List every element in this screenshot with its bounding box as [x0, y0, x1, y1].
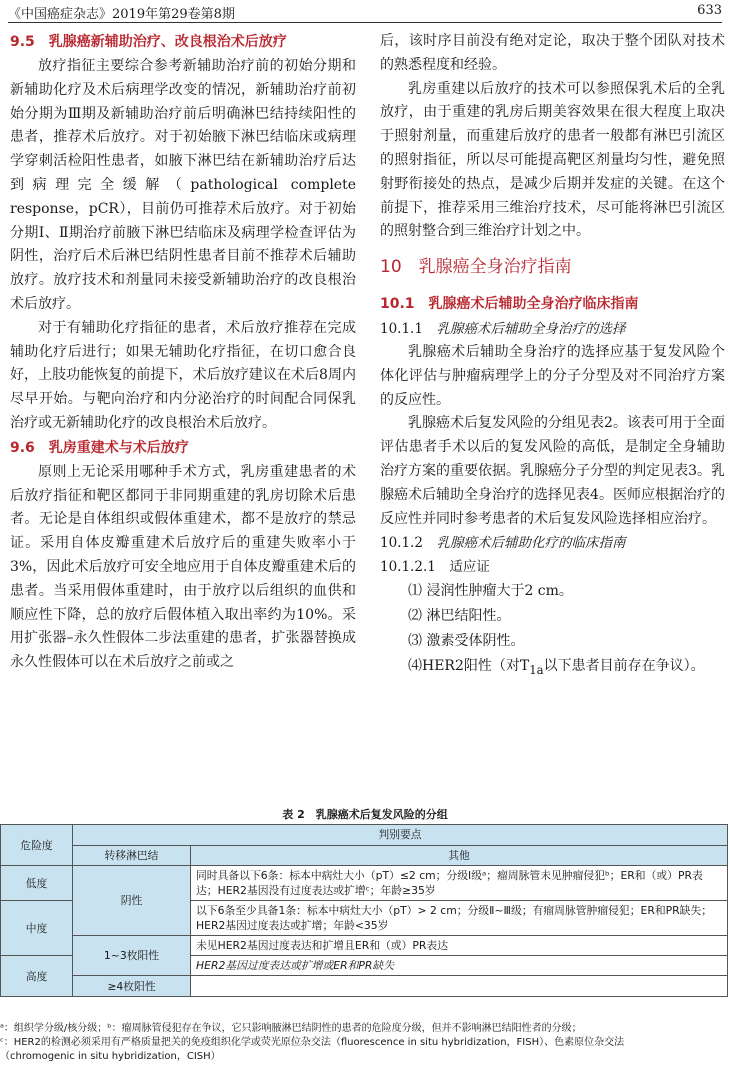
paragraph: 原则上无论采用哪种手术方式，乳房重建患者的术后放疗指征和靶区都同于非同期重建的乳房切除术后患者。无论是自体组织或假体重建术，都不是放疗的禁忌证。采用自体皮瓣重建术后放疗后的重建失败率小于3%，因此术后放疗可安全地应用于自体皮瓣重建术后的患者。当采用假体重建时，由于放疗以后组织的血供和顺应性下降，总的放疗后假体植入取出率约为10%。采用扩张器–永久性假体二步法重建的患者，扩张器替换成永久性假体可以在术后放疗之前或之	[10, 463, 356, 671]
paragraph: 后，该时序目前没有绝对定论，取决于整个团队对技术的熟悉程度和经验。	[380, 33, 725, 73]
list-item: ⑵ 淋巴结阳性。	[408, 608, 511, 625]
header-other: 其他	[191, 845, 728, 866]
node-4-plus: ≥4枚阳性	[73, 976, 191, 997]
risk-high: 高度	[1, 956, 73, 997]
footnote: ᵃ：组织学分级/核分级；ᵇ：瘤周脉管侵犯存在争议，它只影响腋淋巴结阴性的患者的危险度分级，但并不影响淋巴结阳性者的分级；	[0, 1023, 582, 1034]
table-row	[1, 936, 728, 956]
section-10-1-1-heading	[380, 317, 725, 341]
header-risk: 危险度	[1, 825, 73, 866]
paragraph: 对于有辅助化疗指征的患者，术后放疗推荐在完成辅助化疗后进行；如果无辅助化疗指征，在切口愈合良好，上肢功能恢复的前提下，术后放疗建议在术后8周内尽早开始。与靶向治疗和内分泌治疗的时间配合同保乳治疗或无新辅助化疗的改良根治术后放疗。	[10, 319, 356, 431]
paragraph: 乳腺癌术后辅助全身治疗的选择应基于复发风险个体化评估与肿瘤病理学上的分子分型及对不同治疗方案的反应性。	[380, 343, 725, 408]
table-row	[1, 866, 728, 901]
section-10-1-1-title: 乳腺癌术后辅助全身治疗的选择	[436, 320, 626, 337]
mid-criteria-2: 未见HER2基因过度表达和扩增且ER和（或）PR表达	[191, 936, 728, 956]
journal-title: 《中国癌症杂志》2019年第29卷第8期	[8, 7, 235, 22]
node-negative: 阴性	[73, 866, 191, 936]
low-criteria: 同时具备以下6条：标本中病灶大小（pT）≤2 cm；分级Ⅰ级ᵃ；瘤周脉管未见肿瘤侵犯ᵇ；ER和（或）PR表达；HER2基因没有过度表达或扩增ᶜ；年龄≥35岁	[191, 866, 728, 901]
high-criteria-1: HER2基因过度表达或扩增或ER和PR缺失	[191, 956, 728, 976]
table-caption: 表 2 乳腺癌术后复发风险的分组	[282, 808, 448, 821]
subscript: 1a	[529, 663, 544, 678]
table-row	[1, 845, 728, 866]
paragraph: 乳腺癌术后复发风险的分组见表2。该表可用于全面评估患者手术以后的复发风险的高低，是制定全身辅助治疗方案的重要依据。乳腺癌分子分型的判定见表3。乳腺癌术后辅助全身治疗的选择见表4。医师应根据治疗的反应性并同时参考患者的术后复发风险选择相应治疗。	[380, 415, 725, 527]
section-10-1-title: 10.1 乳腺癌术后辅助全身治疗临床指南	[380, 295, 639, 312]
right-column	[380, 30, 725, 683]
high-criteria-2	[191, 976, 728, 997]
page-header	[8, 0, 722, 23]
table-row	[1, 825, 728, 846]
section-10-1-2-title: 乳腺癌术后辅助化疗的临床指南	[436, 535, 626, 552]
section-10-1-2-1-title: 10.1.2.1 适应证	[380, 559, 490, 576]
header-node: 转移淋巴结	[73, 845, 191, 866]
left-column	[10, 30, 356, 675]
section-10-title: 10 乳腺癌全身治疗指南	[380, 257, 572, 278]
list-item-text: ⑷HER2阳性（对T	[408, 658, 530, 675]
list-item-text: 以下患者目前存在争议）。	[543, 658, 705, 675]
paragraph: 乳房重建以后放疗的技术可以参照保乳术后的全乳放疗，由于重建的乳房后期美容效果在很大程度上取决于照射剂量，而重建后放疗的患者一般都有淋巴引流区的照射指征，所以尽可能提高靶区剂量均匀性，避免照射野衔接处的热点，是减少后期并发症的关键。在这个前提下，推荐采用三维治疗技术，尽可能将淋巴引流区的照射整合到三维治疗计划之中。	[380, 80, 725, 240]
list-item	[380, 654, 725, 683]
section-10-1-2-heading	[380, 531, 725, 555]
page-number: 633	[697, 3, 722, 18]
risk-low: 低度	[1, 866, 73, 901]
table-row	[1, 976, 728, 997]
section-number: 10.1.1	[380, 320, 437, 337]
node-1-3: 1~3枚阳性	[73, 936, 191, 976]
header-points: 判别要点	[73, 825, 728, 846]
footnote: （chromogenic in situ hybridization，CISH）	[0, 1051, 221, 1062]
risk-mid: 中度	[1, 901, 73, 956]
paragraph: 放疗指征主要综合参考新辅助治疗前的初始分期和新辅助化疗及术后病理学改变的情况，新辅助治疗前初始分期为Ⅲ期及新辅助治疗前后明确淋巴结持续阳性的患者，推荐术后放疗。对于初始腋下淋巴结临床或病理学穿刺活检阳性患者，如腋下淋巴结在新辅助治疗后达到病理完全缓解（pathological complete response，pCR），目前仍可推荐术后放疗。对于初始分期Ⅰ、Ⅱ期治疗前腋下淋巴结临床及病理学检查评估为阴性，治疗后术后淋巴结阴性患者目前不推荐术后辅助放疗。放疗技术和剂量同未接受新辅助治疗的改良根治术后放疗。	[10, 58, 356, 312]
section-number: 10.1.2	[380, 535, 437, 552]
table-footnotes	[0, 1022, 728, 1064]
section-9-6-title: 9.6 乳房重建术与术后放疗	[10, 439, 189, 456]
section-9-5-title: 9.5 乳腺癌新辅助治疗、改良根治术后放疗	[10, 34, 287, 50]
list-item: ⑶ 激素受体阴性。	[408, 633, 525, 650]
list-item: ⑴ 浸润性肿瘤大于2 cm。	[408, 583, 573, 600]
footnote: ᶜ：HER2的检测必须采用有严格质量把关的免疫组织化学或荧光原位杂交法（fluorescence in situ hybridization，FISH）、色素原位杂交法	[0, 1037, 625, 1048]
mid-criteria-1: 以下6条至少具备1条：标本中病灶大小（pT）> 2 cm；分级Ⅱ~Ⅲ级；有瘤周脉管肿瘤侵犯；ER和PR缺失；HER2基因过度表达或扩增；年龄<35岁	[191, 901, 728, 936]
risk-table	[0, 824, 728, 997]
